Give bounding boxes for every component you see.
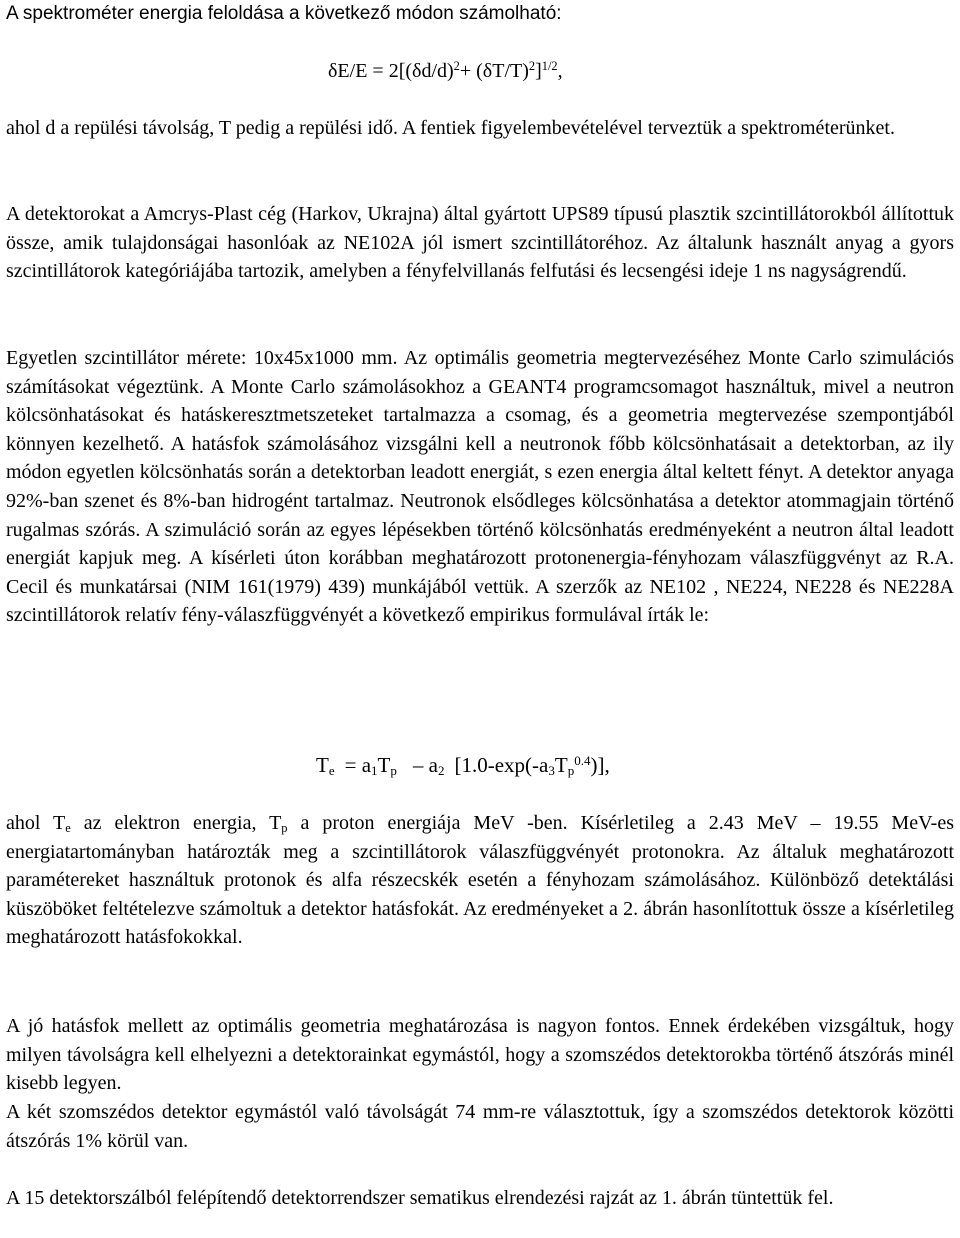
eq2-t3: T — [554, 753, 568, 777]
p4-text-c: a proton energiája MeV -ben. Kísérletileg a 2.43 MeV – 19.55 MeV-es energiatartományban határozták meg a szcintillátorok válaszfüggvényét protonokra. Az általuk meghatározott paramétereket használtuk protonok és alfa részecskék esetén a fényhozam számolásához. Különböző detektálási küszöböket feltételezve számoltuk a detektor hatásfokát. Az eredményeket a 2. ábrán hasonlítottuk össze a kísérletileg meghatározott hatásfokokkal. — [6, 812, 955, 949]
intro-line: A spektrométer energia feloldása a következő módon számolható: — [6, 3, 562, 24]
p4-text-a: ahol T — [6, 812, 66, 834]
eq1-exponent-1: 2 — [453, 59, 460, 74]
eq1-part-c: ] — [535, 60, 542, 82]
eq2-t2: T — [377, 753, 391, 777]
paragraph-detector-distance: A két szomszédos detektor egymástól való távolságát 74 mm-re választottuk, így a szomszédos detektorok közötti átszórás 1% körül van. — [6, 1101, 954, 1152]
eq2-sub-2: 2 — [437, 763, 445, 779]
eq1-part-d: , — [557, 60, 563, 82]
p4-sub-p: p — [281, 821, 288, 836]
eq2-bracket: [1.0-exp(-a — [454, 753, 549, 777]
paragraph-monte-carlo: Egyetlen szcintillátor mérete: 10x45x1000 mm. Az optimális geometria megtervezéséhez Monte Carlo szimulációs számításokat végeztünk. A Monte Carlo számolásokhoz a GEANT4 programcsomagot használtuk, mivel a neutron kölcsönhatásokat és hatáskeresztmetszeteket tartalmazza a csomag, és a geometria megtervezése szempontjából könnyen kezelhető. A hatásfok számolásához vizsgálni kell a neutronok főbb kölcsönhatásait a detektorban, az ily módon egyetlen kölcsönhatás során a detektorban leadott energiát, s ezen energia által keltett fényt. A detektor anyaga 92%-ban szenet és 8%-ban hidrogént tartalmaz. Neutronok elsődleges kölcsönhatása a detektor atommagjain történő rugalmas szórás. A szimuláció során az egyes lépésekben történő kölcsönhatás eredményeként a neutron által leadott energiát kapjuk meg. A kísérleti úton korábban meghatározott protonenergia-fényhozam válaszfüggvényt az R.A. Cecil és munkatársai (NIM 161(1979) 439) munkájából vettük. A szerzők az NE102 , NE224, NE228 és NE228A szcintillátorok relatív fény-válaszfüggvényét a következő empirikus formulával írták le: — [6, 347, 954, 627]
eq2-sub-p: p — [390, 763, 397, 779]
resolution-equation — [328, 57, 563, 86]
paragraph-detectors: A detektorokat a Amcrys-Plast cég (Harkov, Ukrajna) által gyártott UPS89 típusú plasztik szcintillátorokból állítottuk össze, amik tulajdonságai hasonlóak az NE102A jól ismert szcintillátoréhoz. Az általunk használt anyag a gyors szcintillátorok kategóriájába tartozik, amelyben a fényfelvillanás felfutási és lecsengési ideje 1 ns nagyságrendű. — [6, 203, 954, 283]
light-response-formula — [316, 751, 610, 780]
eq1-exponent-3: 1/2 — [541, 59, 558, 74]
eq2-t: T — [316, 753, 329, 777]
eq1-part-b: + (δT/T) — [459, 60, 529, 82]
p4-sub-e: e — [65, 821, 71, 836]
paragraph-light-yield — [6, 809, 954, 952]
p4-text-b: az elektron energia, T — [83, 812, 282, 834]
eq2-sub-e: e — [328, 763, 335, 779]
paragraph-schematic: A 15 detektorszálból felépítendő detektorrendszer sematikus elrendezési rajzát az 1. ábrán tüntettük fel. — [6, 1187, 834, 1209]
paragraph-geometry: A jó hatásfok mellett az optimális geometria meghatározása is nagyon fontos. Ennek érdekében vizsgáltuk, hogy milyen távolságra kell elhelyezni a detektorainkat egymástól, hogy a szomszédos detektorokba történő átszórás minél kisebb legyen. — [6, 1015, 954, 1095]
eq2-sub-3: 3 — [548, 763, 555, 779]
eq2-minus-a: – a — [412, 753, 438, 777]
eq2-end: )], — [590, 753, 610, 777]
eq2-exponent: 0.4 — [574, 752, 591, 768]
eq2-sub-p2: p — [567, 763, 575, 779]
paragraph-spectrometer: ahol d a repülési távolság, T pedig a repülési idő. A fentiek figyelembevételével terveztük a spektrométerünket. — [6, 117, 895, 139]
eq1-exponent-2: 2 — [528, 59, 536, 74]
eq1-part-a: δE/E = 2[(δd/d) — [328, 60, 454, 82]
eq2-sub-1: 1 — [371, 763, 378, 779]
eq2-equals-a: = a — [344, 753, 372, 777]
